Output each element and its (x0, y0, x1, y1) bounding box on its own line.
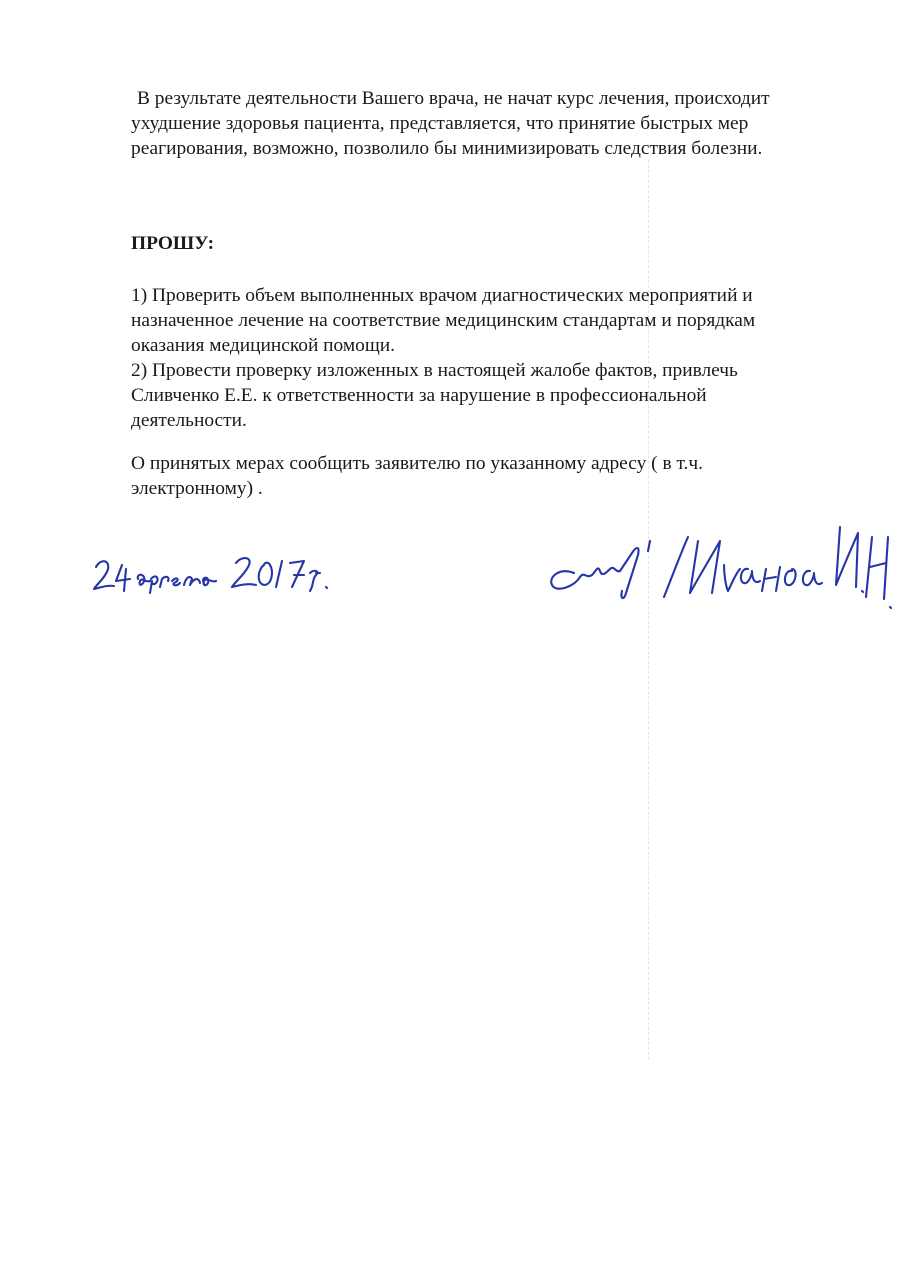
intro-paragraph (131, 86, 851, 161)
request-list (131, 283, 851, 433)
intro-line: В результате деятельности Вашего врача, не начат курс лечения, происходит (137, 88, 770, 109)
request-line: назначенное лечение на соответствие медицинским стандартам и порядкам (131, 310, 756, 331)
request-line: деятельности. (131, 410, 247, 431)
closing-line: О принятых мерах сообщить заявителю по указанному адресу ( в т.ч. (131, 453, 703, 474)
request-line: Сливченко Е.Е. к ответственности за нарушение в профессиональной (131, 385, 707, 406)
request-line: 2) Провести проверку изложенных в настоящей жалобе фактов, привлечь (131, 360, 738, 381)
request-line: оказания медицинской помощи. (131, 335, 395, 356)
signature (540, 515, 895, 615)
request-heading: ПРОШУ: (131, 233, 215, 254)
request-line: 1) Проверить объем выполненных врачом диагностических мероприятий и (131, 285, 753, 306)
closing-paragraph (131, 451, 851, 501)
closing-line: электронному) . (131, 478, 263, 499)
handwritten-date (88, 535, 358, 605)
intro-line: ухудшение здоровья пациента, представляется, что принятие быстрых мер (131, 113, 749, 134)
intro-line: реагирования, возможно, позволило бы минимизировать следствия болезни. (131, 138, 763, 159)
